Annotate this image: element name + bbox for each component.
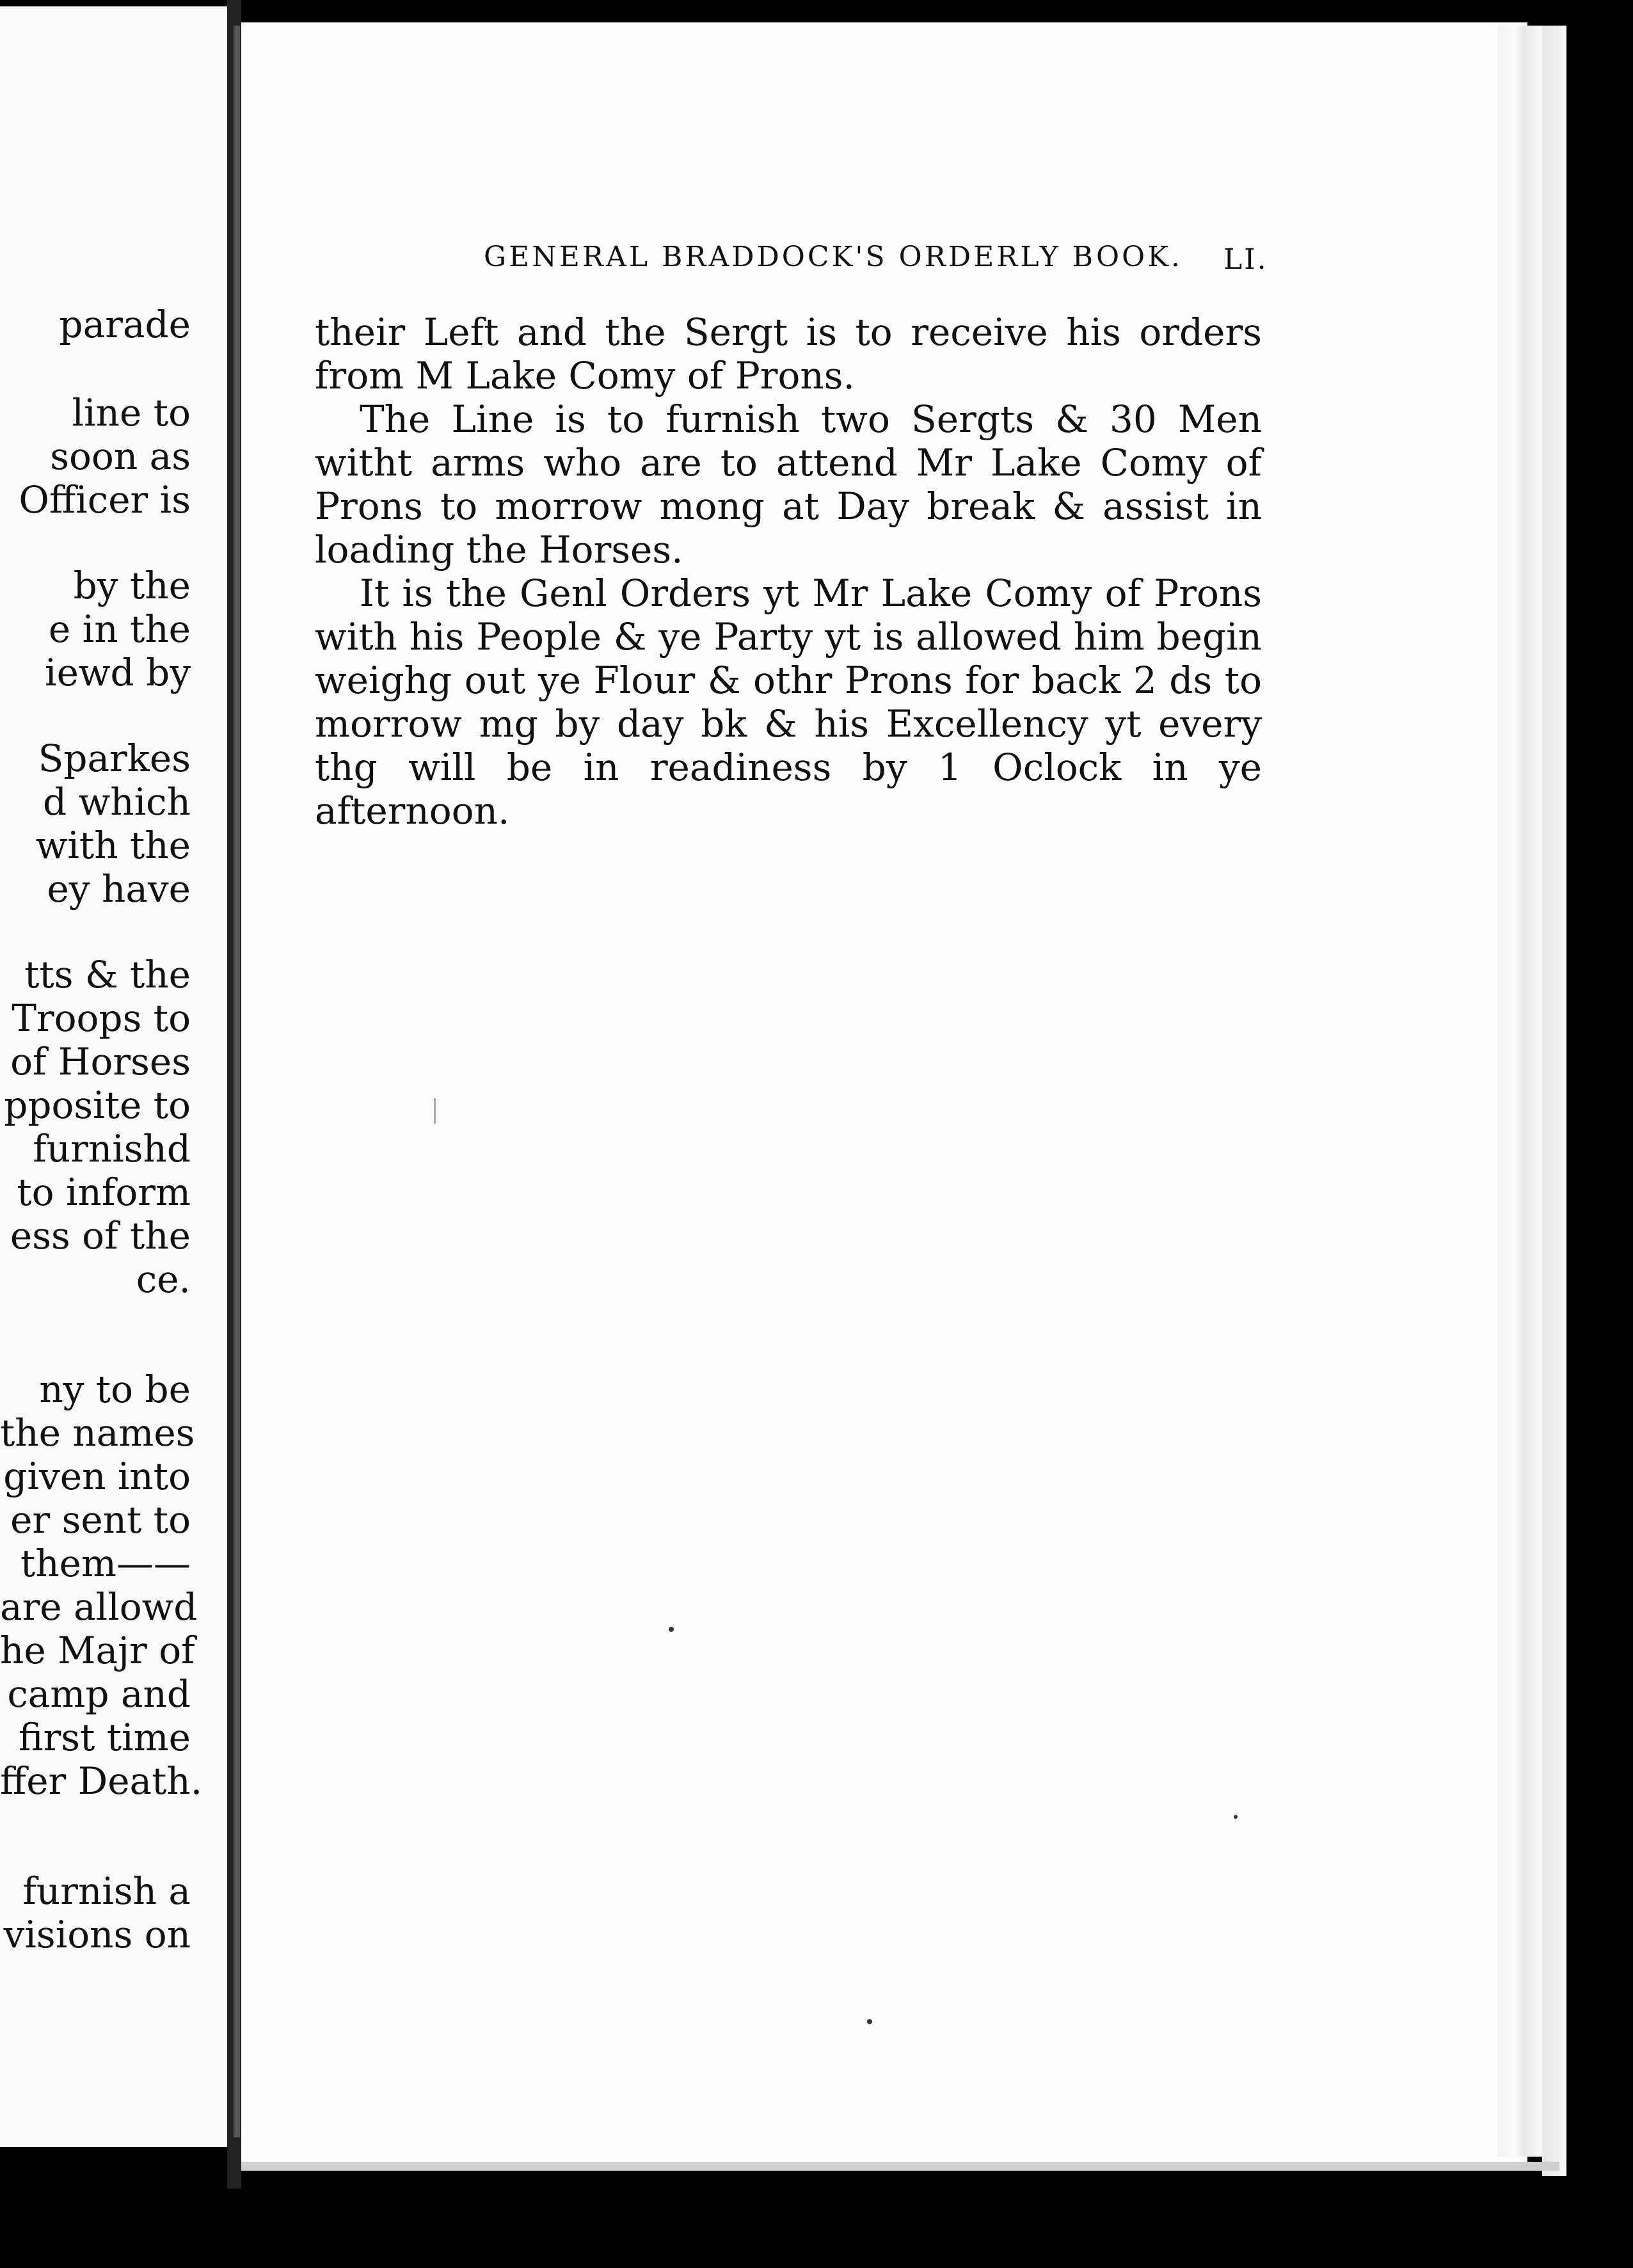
left-page-line: ess of the	[10, 1214, 191, 1258]
page-number: LI.	[1223, 243, 1268, 276]
running-title: GENERAL BRADDOCK'S ORDERLY BOOK.	[484, 241, 1183, 273]
paragraph-1: their Left and the Sergt is to receive his orders from M Lake Comy of Prons.	[315, 310, 1262, 397]
left-page-line: d which	[43, 780, 191, 824]
left-page-line: are allowd	[0, 1585, 198, 1629]
body-text	[315, 310, 1262, 833]
left-page-line: tts & the	[24, 953, 191, 996]
page-edge-outer	[1542, 26, 1566, 2176]
left-page-line: Officer is	[19, 478, 191, 522]
paragraph-3: It is the Genl Orders yt Mr Lake Comy of Prons with his People & ye Party yt is allowed him begin weighg out ye Flour & othr Prons for back 2 ds to morrow mg by day bk & his Excellency yt every thg will be in readiness by 1 Oclock in ye afternoon.	[315, 571, 1262, 833]
left-page-line: pposite to	[4, 1083, 191, 1127]
page-mark	[434, 1098, 436, 1124]
left-page-line: er sent to	[10, 1498, 191, 1542]
book-gutter-shadow	[234, 26, 240, 2137]
left-page-line: ffer Death.	[0, 1759, 203, 1803]
left-page-line: iewd by	[45, 651, 191, 694]
left-page-line: soon as	[50, 435, 191, 478]
left-page-line: he Majr of	[0, 1629, 195, 1672]
left-page-line: line to	[72, 391, 191, 435]
paragraph-2: The Line is to furnish two Sergts & 30 Men witht arms who are to attend Mr Lake Comy of Prons to morrow mong at Day break & assist in loading the Horses.	[315, 397, 1262, 571]
left-page-line: ce.	[136, 1258, 191, 1301]
left-page-line: ny to be	[39, 1368, 191, 1411]
left-page-line: Sparkes	[38, 737, 191, 780]
ink-speck	[669, 1627, 674, 1632]
left-page-line: ey have	[47, 867, 191, 911]
left-page-line: furnishd	[33, 1127, 191, 1170]
left-page	[0, 6, 234, 2147]
left-page-line: by the	[73, 564, 191, 607]
left-page-line: to inform	[17, 1170, 191, 1214]
left-page-line: them——	[20, 1542, 191, 1585]
left-page-line: camp and	[7, 1672, 191, 1716]
page-edge	[1497, 26, 1542, 2157]
left-page-line: of Horses	[10, 1040, 191, 1083]
left-page-line: with the	[35, 824, 191, 867]
left-page-line: e in the	[48, 607, 191, 651]
left-page-line: visions on	[3, 1913, 191, 1956]
left-page-line: parade	[59, 303, 191, 346]
left-page-line: furnish a	[22, 1869, 191, 1913]
page-bottom-edge	[241, 2162, 1559, 2171]
left-page-line: first time	[18, 1716, 191, 1759]
ink-speck	[1234, 1815, 1238, 1819]
left-page-line: the names	[0, 1411, 195, 1455]
left-page-line: given into	[3, 1455, 191, 1498]
ink-speck	[867, 2019, 872, 2024]
left-page-line: Troops to	[12, 996, 191, 1040]
